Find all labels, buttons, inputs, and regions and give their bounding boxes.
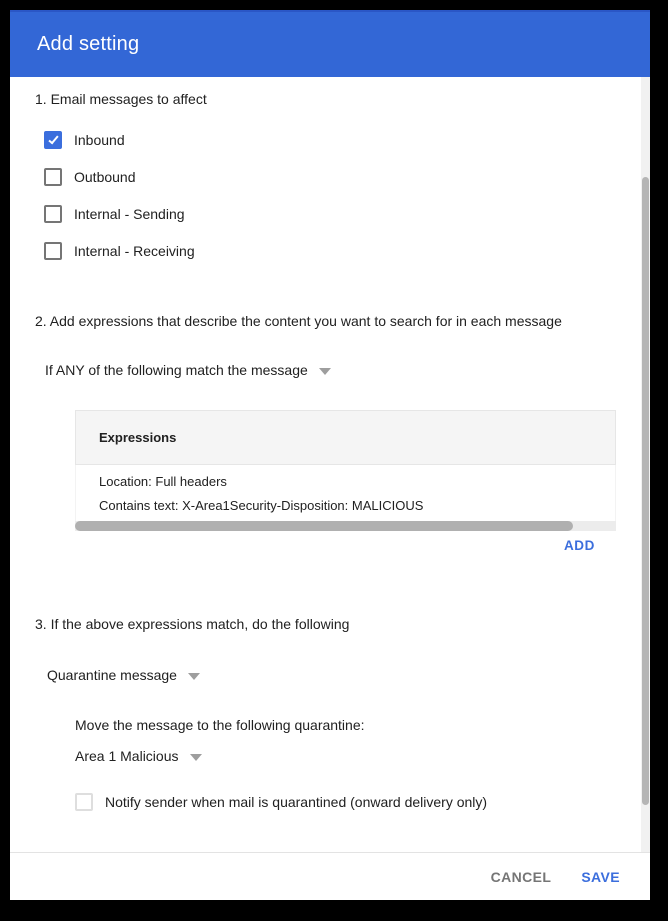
internal-receiving-label: Internal - Receiving bbox=[74, 243, 195, 259]
dialog-title: Add setting bbox=[37, 33, 140, 55]
action-dropdown-value: Quarantine message bbox=[47, 667, 177, 683]
checkmark-icon bbox=[48, 133, 58, 144]
dropdown-arrow-icon bbox=[190, 754, 202, 761]
notify-sender-label: Notify sender when mail is quarantined (onward delivery only) bbox=[105, 794, 488, 810]
add-setting-dialog bbox=[10, 10, 650, 900]
cancel-button[interactable]: CANCEL bbox=[490, 868, 552, 885]
save-button[interactable]: SAVE bbox=[581, 868, 620, 885]
match-type-dropdown[interactable] bbox=[45, 362, 331, 378]
checkbox-row-internal-sending[interactable] bbox=[44, 205, 185, 223]
inbound-label: Inbound bbox=[74, 132, 125, 148]
expression-row[interactable]: Location: Full headers bbox=[99, 474, 227, 489]
outbound-checkbox[interactable] bbox=[44, 168, 62, 186]
quarantine-select-value: Area 1 Malicious bbox=[75, 748, 179, 764]
expressions-column-header: Expressions bbox=[99, 430, 177, 445]
match-type-dropdown-value: If ANY of the following match the message bbox=[45, 362, 308, 378]
quarantine-instruction-label: Move the message to the following quarantine: bbox=[75, 717, 365, 733]
dropdown-arrow-icon bbox=[319, 368, 331, 375]
inbound-checkbox[interactable] bbox=[44, 131, 62, 149]
vertical-scrollbar-track[interactable] bbox=[641, 77, 650, 852]
dialog-content bbox=[10, 77, 650, 852]
expression-row[interactable]: Contains text: X-Area1Security-Disposition: MALICIOUS bbox=[99, 498, 424, 513]
dropdown-arrow-icon bbox=[188, 673, 200, 680]
horizontal-scrollbar-track[interactable] bbox=[75, 521, 616, 531]
internal-sending-label: Internal - Sending bbox=[74, 206, 185, 222]
outbound-label: Outbound bbox=[74, 169, 136, 185]
internal-sending-checkbox[interactable] bbox=[44, 205, 62, 223]
notify-sender-checkbox[interactable] bbox=[75, 793, 93, 811]
section-1-label: 1. Email messages to affect bbox=[35, 91, 207, 107]
section-3-label: 3. If the above expressions match, do the following bbox=[35, 616, 350, 632]
expressions-table bbox=[75, 410, 616, 531]
add-expression-button[interactable]: ADD bbox=[563, 538, 595, 553]
checkbox-row-inbound[interactable] bbox=[44, 131, 125, 149]
dialog-header bbox=[10, 10, 650, 77]
expressions-table-body bbox=[75, 465, 616, 521]
action-dropdown[interactable] bbox=[47, 667, 200, 683]
horizontal-scrollbar-thumb[interactable] bbox=[75, 521, 573, 531]
dialog-footer bbox=[10, 852, 650, 900]
expressions-table-header bbox=[75, 410, 616, 465]
checkbox-row-internal-receiving[interactable] bbox=[44, 242, 195, 260]
checkbox-row-outbound[interactable] bbox=[44, 168, 136, 186]
internal-receiving-checkbox[interactable] bbox=[44, 242, 62, 260]
notify-sender-row[interactable] bbox=[75, 793, 487, 811]
quarantine-select-dropdown[interactable] bbox=[75, 748, 202, 764]
section-2-label: 2. Add expressions that describe the content you want to search for in each message bbox=[35, 313, 562, 329]
vertical-scrollbar-thumb[interactable] bbox=[642, 177, 649, 805]
